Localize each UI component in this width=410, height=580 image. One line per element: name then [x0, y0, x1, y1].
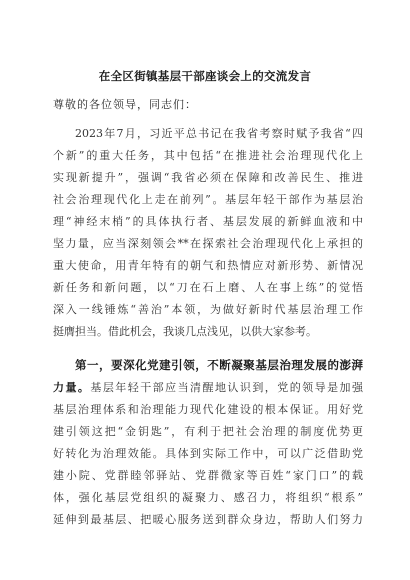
para1-line: 理“神经末梢”的具体执行者、基层发展的新鲜血液和中 [53, 215, 363, 228]
para2-line: 好转化为治理效能。具体到实际工作中，可以广泛借助党 [53, 447, 363, 460]
para1-line: 挺膺担当。借此机会，我谈几点浅见，以供大家参考。 [53, 325, 317, 338]
para1-line: 深入一线锤炼“善治”本领，为做好新时代基层治理工作 [53, 303, 363, 316]
para1-line: 社会治理现代化上走在前列”。基层年轻干部作为基层治 [53, 193, 363, 206]
para1-line: 实现新提升”，强调“我省必须在保障和改善民生、推进 [53, 171, 363, 184]
document-title: 在全区街镇基层干部座谈会上的交流发言 [98, 69, 312, 83]
para1-line: 个新”的重大任务，其中包括“在推进社会治理现代化上 [53, 149, 363, 162]
para1-line: 新任务和新问题，以“刀在石上磨、人在事上练”的觉悟 [53, 281, 363, 294]
para2-line: 建小院、党群睦邻驿站、党群微家等百姓“家门口”的载 [53, 469, 363, 482]
para1-line: 坚力量，应当深刻领会**在探索社会治理现代化上承担的 [53, 237, 363, 250]
para2-line: 延伸到最基层、把暖心服务送到群众身边，帮助人们努力 [53, 513, 363, 526]
para2-line [53, 379, 363, 395]
para1-line: 2023年7月，习近平总书记在我省考察时赋予我省“四 [75, 127, 363, 140]
greeting: 尊敬的各位领导，同志们： [53, 98, 197, 111]
para1-line: 重大使命，用青年特有的朝气和热情应对新形势、新情况 [53, 259, 363, 272]
para2-text: 基层年轻干部应当清醒地认识到，党的领导是加强 [90, 381, 363, 394]
section-heading-1-end: 力量。 [53, 381, 91, 394]
para2-line: 建引领这把“金钥匙”，有利于把社会治理的制度优势更 [53, 425, 363, 438]
para2-line: 体，强化基层党组织的凝聚力、感召力，将组织“根系” [53, 491, 363, 504]
para2-line: 基层治理体系和治理能力现代化建设的根本保证。用好党 [53, 403, 363, 416]
section-heading-1: 第一，要深化党建引领，不断凝聚基层治理发展的澎湃 [75, 358, 363, 372]
